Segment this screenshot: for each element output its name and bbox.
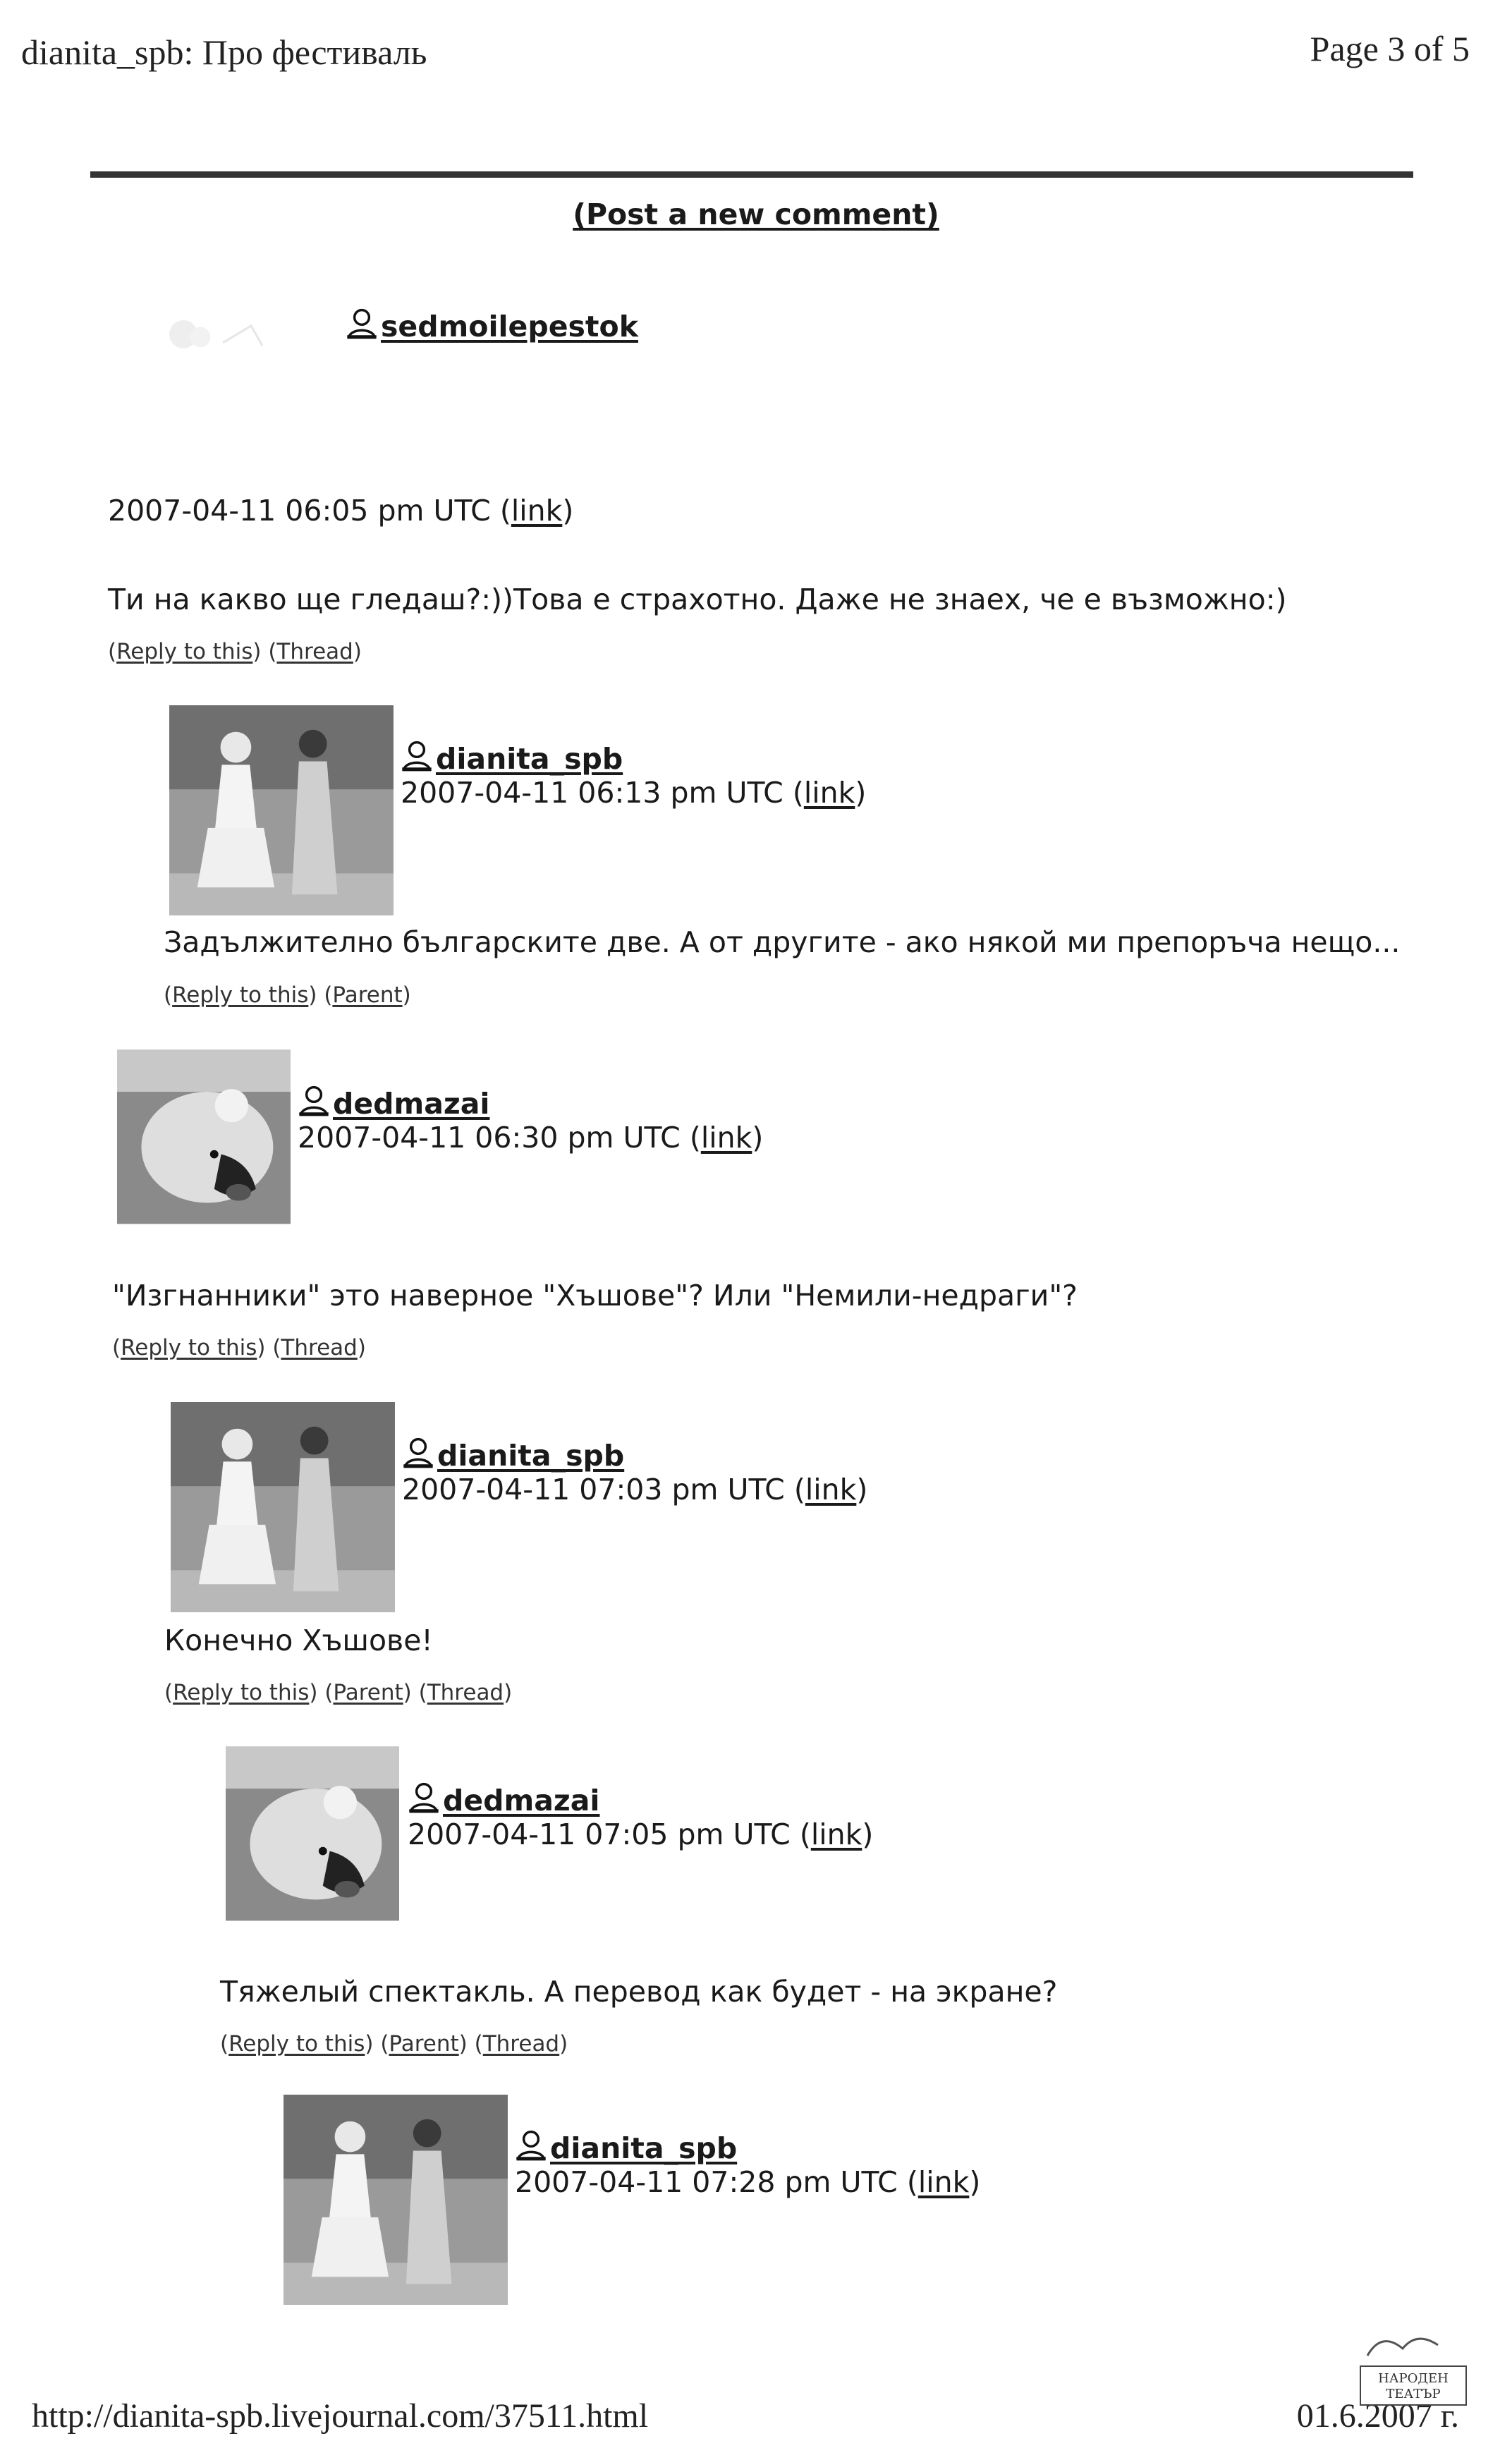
comment-text: Тяжелый спектакль. А перевод как будет - на экране? <box>220 1975 1058 2009</box>
user-icon <box>402 1436 434 1468</box>
comment-username[interactable]: dianita_spb <box>515 2129 737 2165</box>
user-icon <box>401 739 433 772</box>
user-avatar <box>171 1402 395 1612</box>
comment-username[interactable]: sedmoilepestok <box>346 307 638 343</box>
reply-link[interactable]: Reply to this <box>228 2031 365 2057</box>
thread-link[interactable]: Thread <box>281 1335 358 1360</box>
comment-text: "Изгнанники" это наверное "Хъшове"? Или "Немили-недраги"? <box>112 1279 1078 1313</box>
user-avatar <box>226 1746 399 1921</box>
comment-timestamp: 2007-04-11 07:28 pm UTC (link) <box>515 2165 981 2199</box>
user-avatar <box>284 2095 508 2305</box>
comment-text: Конечно Хъшове! <box>164 1624 433 1657</box>
comment-timestamp: 2007-04-11 06:05 pm UTC (link) <box>108 494 574 528</box>
comment-permalink[interactable]: link <box>805 1473 857 1506</box>
comment-permalink[interactable]: link <box>917 2165 970 2199</box>
parent-link[interactable]: Parent <box>332 982 403 1008</box>
theatre-stamp-logo <box>1353 2327 1473 2412</box>
reply-link[interactable]: Reply to this <box>172 982 309 1008</box>
comment-text: Ти на какво ще гледаш?:))Това е страхотно. Даже не знаех, че е възможно:) <box>108 583 1287 616</box>
comment-timestamp: 2007-04-11 07:05 pm UTC (link) <box>408 1817 874 1851</box>
thread-link[interactable]: Thread <box>427 1680 504 1705</box>
thread-link[interactable]: Thread <box>482 2031 560 2057</box>
comment-username[interactable]: dianita_spb <box>402 1436 624 1473</box>
user-avatar <box>117 1049 291 1224</box>
user-icon <box>346 307 378 339</box>
comment-actions: (Reply to this) (Thread) <box>112 1335 366 1360</box>
header-divider <box>90 171 1413 178</box>
comment-timestamp: 2007-04-11 06:30 pm UTC (link) <box>298 1121 764 1155</box>
user-icon <box>515 2129 547 2161</box>
parent-link[interactable]: Parent <box>333 1680 403 1705</box>
comment-permalink[interactable]: link <box>700 1121 752 1155</box>
comment-permalink[interactable]: link <box>810 1817 862 1851</box>
footer-date: 01.6.2007 г. <box>1296 2397 1459 2435</box>
user-avatar <box>169 705 394 915</box>
comment-actions: (Reply to this) (Thread) <box>108 639 362 664</box>
comment-timestamp: 2007-04-11 06:13 pm UTC (link) <box>401 776 867 810</box>
reply-link[interactable]: Reply to this <box>116 639 253 664</box>
user-icon <box>408 1781 440 1813</box>
svg-text:НАРОДЕН: НАРОДЕН <box>1378 2371 1449 2386</box>
reply-link[interactable]: Reply to this <box>121 1335 257 1360</box>
page-header-title: dianita_spb: Про фестиваль <box>21 32 427 72</box>
comment-timestamp: 2007-04-11 07:03 pm UTC (link) <box>402 1473 868 1506</box>
comment-username[interactable]: dedmazai <box>298 1084 489 1121</box>
parent-link[interactable]: Parent <box>389 2031 459 2057</box>
comment-actions: (Reply to this) (Parent) (Thread) <box>220 2031 568 2057</box>
comment-username[interactable]: dianita_spb <box>401 739 623 776</box>
comment-actions: (Reply to this) (Parent) (Thread) <box>164 1680 513 1705</box>
thread-link[interactable]: Thread <box>276 639 353 664</box>
reply-link[interactable]: Reply to this <box>173 1680 310 1705</box>
svg-text:ТЕАТЪР: ТЕАТЪР <box>1386 2387 1441 2401</box>
page-number: Page 3 of 5 <box>1310 29 1470 68</box>
comment-username[interactable]: dedmazai <box>408 1781 599 1817</box>
comment-text: Задължително българските две. А от другите - ако някой ми препоръча нещо... <box>164 925 1401 959</box>
post-new-comment-link[interactable]: (Post a new comment) <box>573 197 939 231</box>
footer-url: http://dianita-spb.livejournal.com/37511.html <box>32 2397 649 2435</box>
user-avatar-faded <box>155 296 296 367</box>
comment-permalink[interactable]: link <box>803 776 855 810</box>
comment-permalink[interactable]: link <box>511 494 563 528</box>
user-icon <box>298 1084 330 1116</box>
comment-actions: (Reply to this) (Parent) <box>164 982 411 1008</box>
